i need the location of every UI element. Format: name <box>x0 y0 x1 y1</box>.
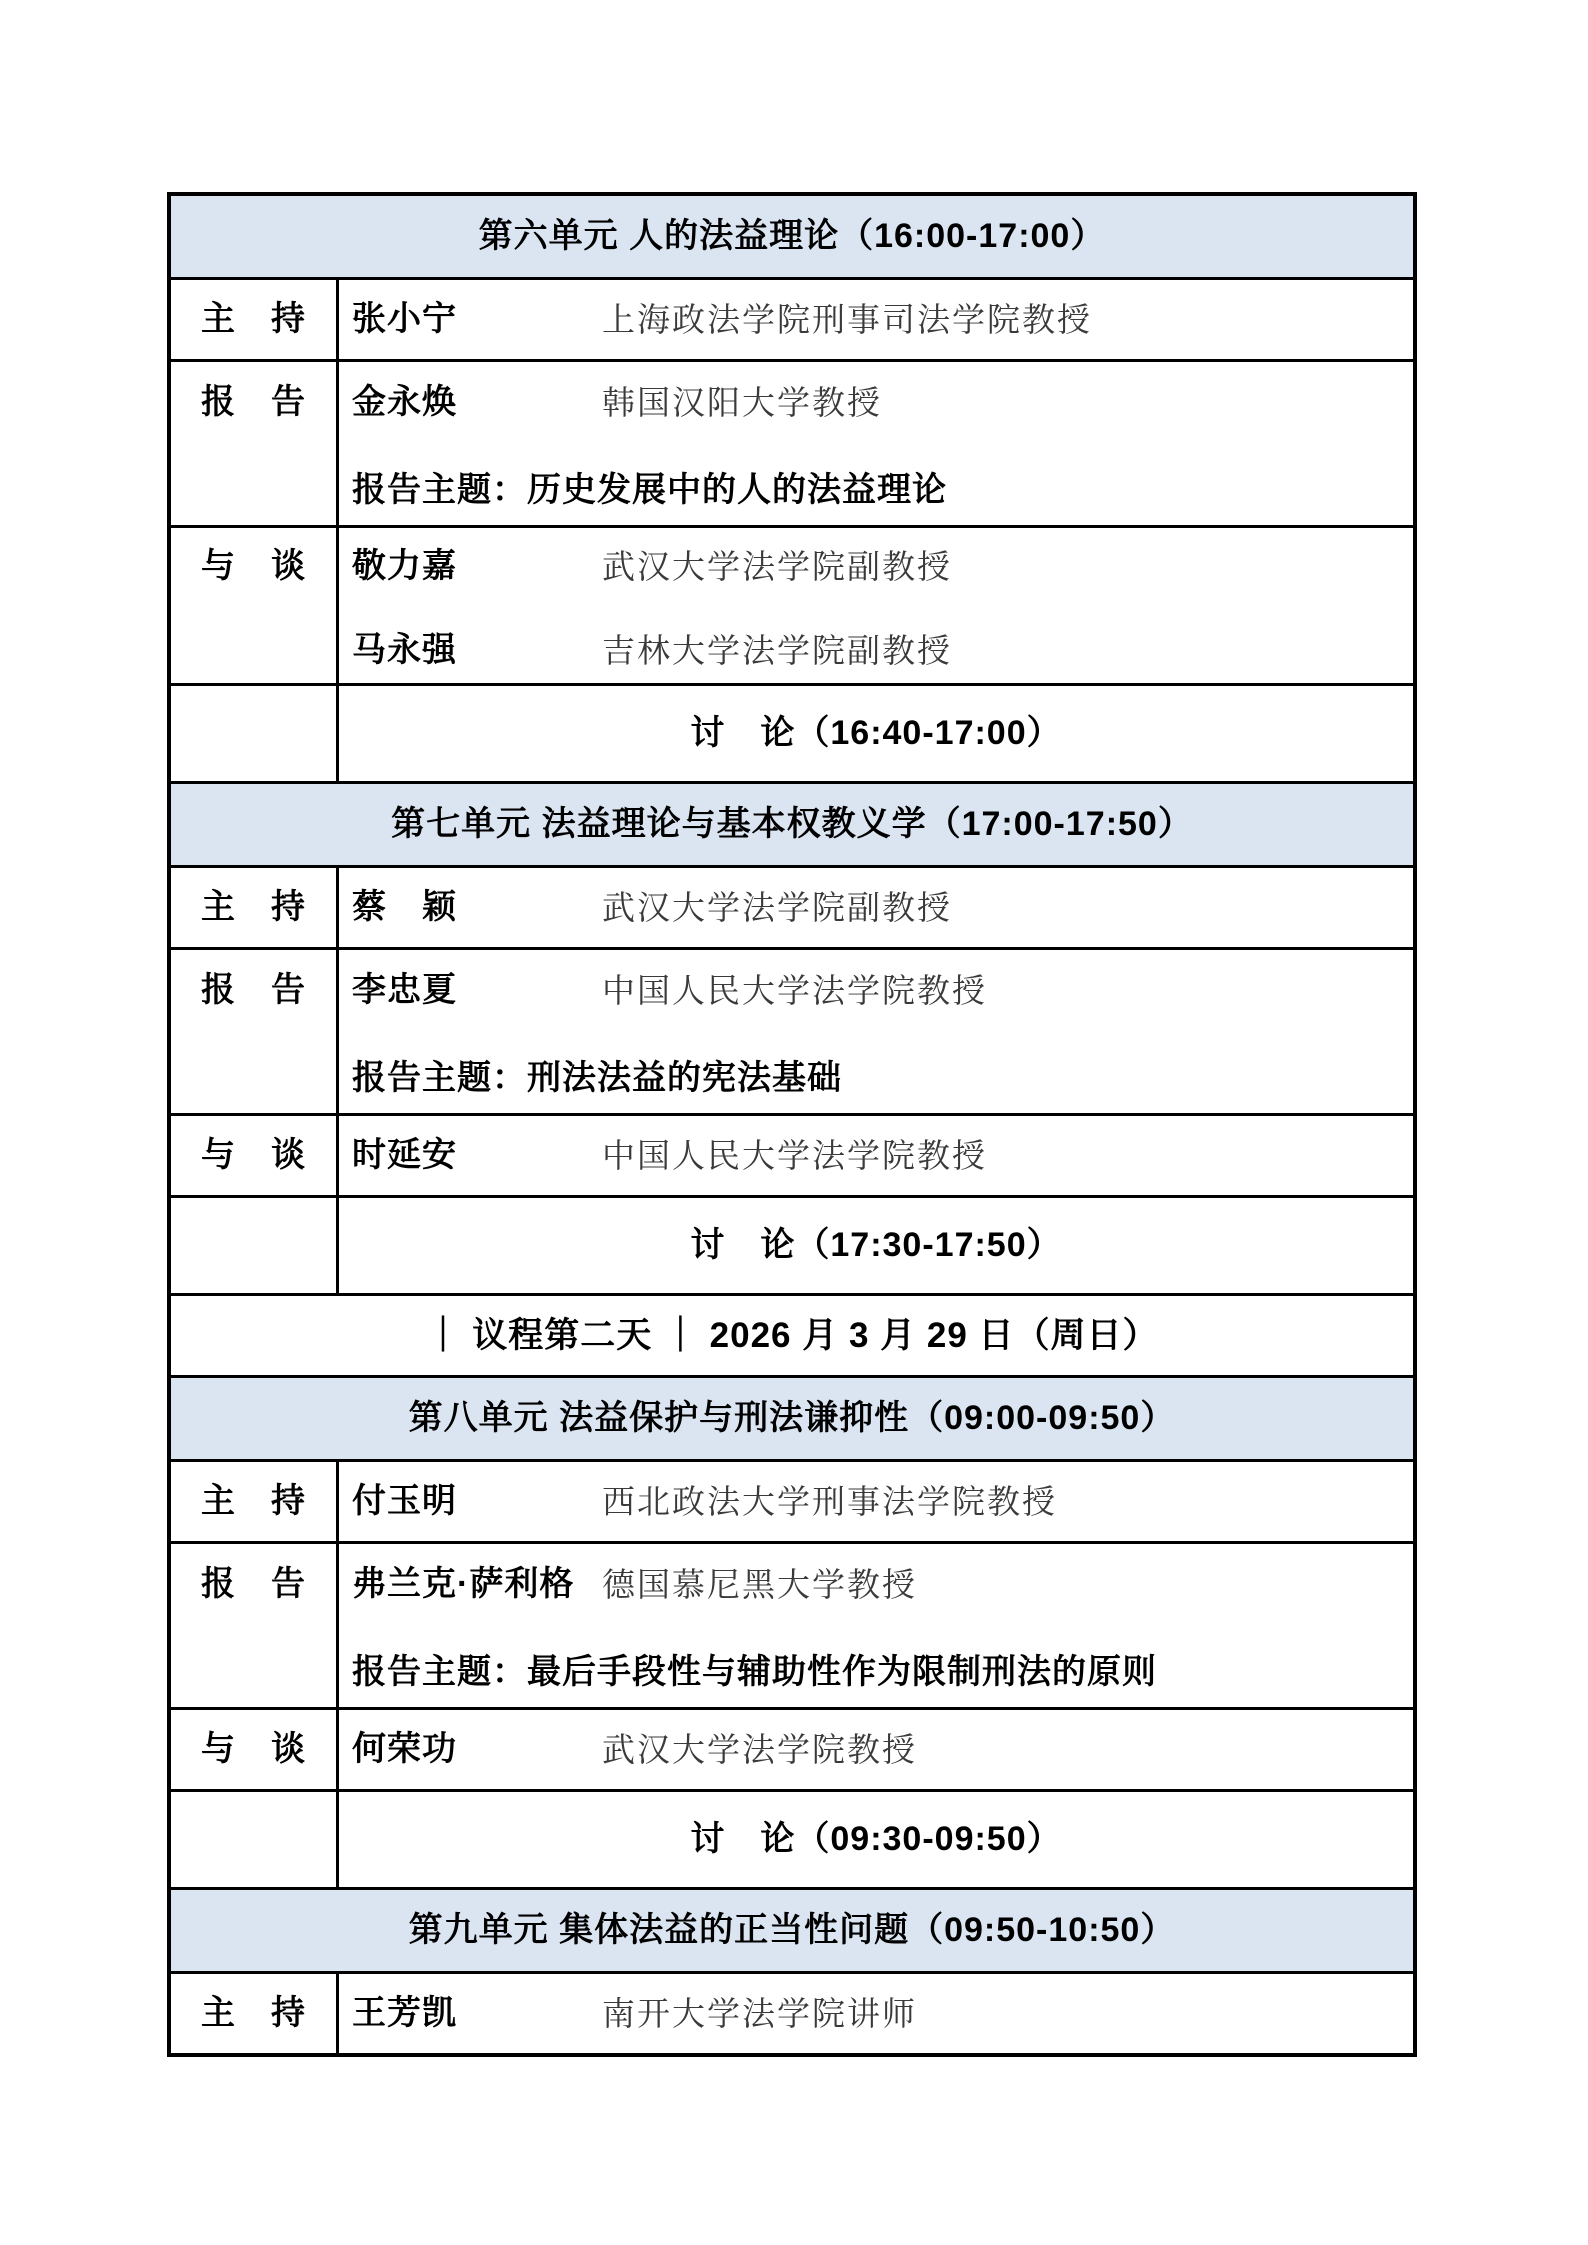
session-row-host <box>171 1971 1413 2053</box>
session-row-discussants <box>171 525 1413 683</box>
speaker-name: 张小宁 <box>352 300 457 338</box>
day-divider <box>171 1293 1413 1375</box>
discussion-text: 讨 论（09:30-09:50） <box>690 1820 1062 1858</box>
speaker-cell <box>339 1116 1413 1195</box>
session-row-discussant <box>171 1707 1413 1789</box>
speaker-cell <box>339 280 1413 359</box>
role-label: 主 持 <box>201 1994 306 2032</box>
speaker-affiliation: 武汉大学法学院副教授 <box>602 548 952 585</box>
speaker-cell <box>339 1462 1413 1541</box>
role-label: 与 谈 <box>201 1730 306 1768</box>
speaker-affiliation: 武汉大学法学院教授 <box>602 1731 917 1768</box>
section-header-unit7 <box>171 781 1413 865</box>
speaker-line <box>352 612 1413 696</box>
discussion-text: 讨 论（16:40-17:00） <box>690 714 1062 752</box>
role-label: 主 持 <box>201 1482 306 1520</box>
discussion-cell <box>339 686 1413 781</box>
section-title: 第九单元 集体法益的正当性问题（09:50-10:50） <box>408 1911 1176 1949</box>
speaker-line <box>352 950 1413 1038</box>
speaker-affiliation: 武汉大学法学院副教授 <box>602 889 952 926</box>
role-label: 报 告 <box>201 383 306 421</box>
role-label-cell <box>171 1544 339 1707</box>
speaker-name: 付玉明 <box>352 1482 457 1520</box>
speaker-cell <box>339 528 1413 683</box>
session-row-host <box>171 1459 1413 1541</box>
section-header-unit8 <box>171 1375 1413 1459</box>
speaker-cell <box>339 1710 1413 1789</box>
section-header-unit9 <box>171 1887 1413 1971</box>
speaker-cell <box>339 362 1413 525</box>
speaker-line <box>352 868 1413 954</box>
speaker-name: 弗兰克·萨利格 <box>352 1565 575 1603</box>
speaker-name: 何荣功 <box>352 1730 457 1768</box>
speaker-cell <box>339 950 1413 1113</box>
speaker-affiliation: 吉林大学法学院副教授 <box>602 632 952 669</box>
speaker-cell <box>339 1974 1413 2053</box>
speaker-affiliation: 中国人民大学法学院教授 <box>602 1137 987 1174</box>
session-row-report <box>171 1541 1413 1707</box>
role-label: 报 告 <box>201 971 306 1009</box>
speaker-line <box>352 1544 1413 1632</box>
role-label: 主 持 <box>201 300 306 338</box>
speaker-affiliation: 中国人民大学法学院教授 <box>602 972 987 1009</box>
discussion-text: 讨 论（17:30-17:50） <box>690 1226 1062 1264</box>
discussion-cell <box>339 1792 1413 1887</box>
agenda-table <box>167 192 1417 2057</box>
discussion-row <box>171 683 1413 781</box>
session-row-report <box>171 947 1413 1113</box>
role-label-cell <box>171 280 339 359</box>
report-topic: 报告主题：历史发展中的人的法益理论 <box>352 471 947 509</box>
role-label-cell <box>171 868 339 947</box>
role-label-cell <box>171 1116 339 1195</box>
speaker-name: 马永强 <box>352 631 457 669</box>
discussion-row <box>171 1789 1413 1887</box>
report-topic: 报告主题：刑法法益的宪法基础 <box>352 1059 842 1097</box>
empty-label-cell <box>171 1792 339 1887</box>
role-label: 与 谈 <box>201 547 306 585</box>
role-label: 主 持 <box>201 888 306 926</box>
role-label-cell <box>171 1710 339 1789</box>
section-title: 第七单元 法益理论与基本权教义学（17:00-17:50） <box>391 805 1193 843</box>
speaker-cell <box>339 1544 1413 1707</box>
empty-label-cell <box>171 686 339 781</box>
role-label: 与 谈 <box>201 1136 306 1174</box>
discussion-row <box>171 1195 1413 1293</box>
discussion-cell <box>339 1198 1413 1293</box>
speaker-line <box>352 362 1413 450</box>
speaker-affiliation: 南开大学法学院讲师 <box>602 1995 917 2032</box>
speaker-affiliation: 上海政法学院刑事司法学院教授 <box>602 301 1092 338</box>
speaker-affiliation: 韩国汉阳大学教授 <box>602 384 882 421</box>
empty-label-cell <box>171 1198 339 1293</box>
speaker-name: 蔡 颖 <box>352 888 457 926</box>
role-label-cell <box>171 1462 339 1541</box>
speaker-name: 金永焕 <box>352 383 457 421</box>
session-row-report <box>171 359 1413 525</box>
speaker-name: 时延安 <box>352 1136 457 1174</box>
speaker-line <box>352 1974 1413 2060</box>
session-row-discussant <box>171 1113 1413 1195</box>
speaker-affiliation: 西北政法大学刑事法学院教授 <box>602 1483 1057 1520</box>
speaker-name: 王芳凯 <box>352 1994 457 2032</box>
section-header-unit6 <box>171 196 1413 277</box>
session-row-host <box>171 865 1413 947</box>
speaker-line <box>352 1710 1413 1796</box>
report-topic: 报告主题：最后手段性与辅助性作为限制刑法的原则 <box>352 1653 1157 1691</box>
section-title: 第八单元 法益保护与刑法谦抑性（09:00-09:50） <box>408 1399 1176 1437</box>
speaker-name: 李忠夏 <box>352 971 457 1009</box>
speaker-line <box>352 1462 1413 1548</box>
speaker-line <box>352 528 1413 612</box>
role-label-cell <box>171 1974 339 2053</box>
section-title: 第六单元 人的法益理论（16:00-17:00） <box>478 217 1106 255</box>
session-row-host <box>171 277 1413 359</box>
speaker-name: 敬力嘉 <box>352 547 457 585</box>
speaker-cell <box>339 868 1413 947</box>
role-label-cell <box>171 528 339 683</box>
day-divider-text: ｜ 议程第二天 ｜ 2026 月 3 月 29 日（周日） <box>425 1316 1159 1355</box>
speaker-line <box>352 1116 1413 1202</box>
role-label-cell <box>171 362 339 525</box>
speaker-line <box>352 280 1413 366</box>
role-label-cell <box>171 950 339 1113</box>
role-label: 报 告 <box>201 1565 306 1603</box>
speaker-affiliation: 德国慕尼黑大学教授 <box>602 1566 917 1603</box>
